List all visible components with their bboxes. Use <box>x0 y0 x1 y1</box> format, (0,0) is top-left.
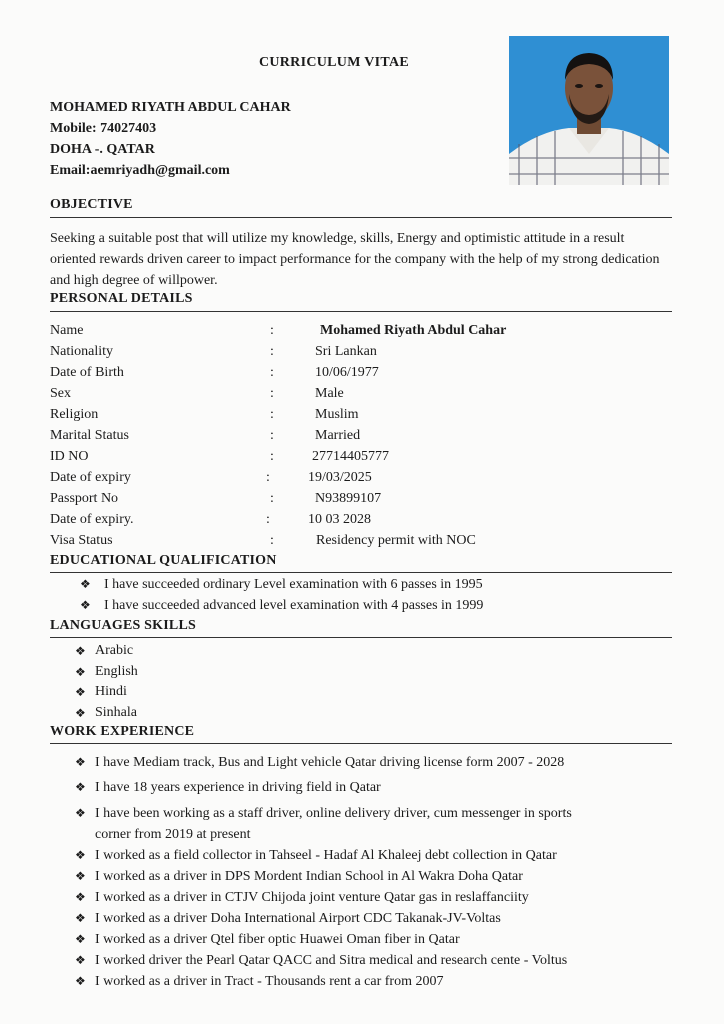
diamond-bullet-icon: ❖ <box>75 705 86 720</box>
detail-label: Marital Status <box>50 428 129 443</box>
detail-label: Nationality <box>50 344 113 359</box>
diamond-bullet-icon: ❖ <box>75 644 86 658</box>
detail-label: Date of Birth <box>50 365 124 380</box>
diamond-bullet-icon: ❖ <box>75 932 86 946</box>
diamond-bullet-icon: ❖ <box>75 755 86 769</box>
list-item: ❖ I worked driver the Pearl Qatar QACC and Sitra medical and research cente - Voltus <box>75 950 650 971</box>
detail-label: Name <box>50 323 84 338</box>
diamond-bullet-icon: ❖ <box>75 911 86 925</box>
languages-divider <box>50 637 672 638</box>
detail-value: 27714405777 <box>312 449 389 464</box>
detail-separator: : <box>270 344 274 359</box>
diamond-bullet-icon: ❖ <box>75 890 86 904</box>
diamond-bullet-icon: ❖ <box>80 577 91 591</box>
diamond-bullet-icon: ❖ <box>75 664 86 679</box>
detail-separator: : <box>270 533 274 548</box>
objective-heading: OBJECTIVE <box>50 197 133 212</box>
list-item: ❖ Arabic <box>75 641 138 662</box>
diamond-bullet-icon: ❖ <box>75 869 86 883</box>
diamond-bullet-icon: ❖ <box>75 806 86 820</box>
contact-block <box>50 97 291 181</box>
detail-separator: : <box>270 323 274 338</box>
diamond-bullet-icon: ❖ <box>75 780 86 794</box>
list-item: ❖ Hindi <box>75 682 138 703</box>
diamond-bullet-icon: ❖ <box>80 598 91 612</box>
detail-label: ID NO <box>50 449 89 464</box>
detail-value: 10/06/1977 <box>315 365 379 380</box>
diamond-bullet-icon: ❖ <box>75 974 86 988</box>
detail-separator: : <box>270 365 274 380</box>
detail-separator: : <box>270 428 274 443</box>
detail-value: Muslim <box>315 407 359 422</box>
detail-label: Date of expiry. <box>50 512 134 527</box>
list-item: ❖ I have succeeded advanced level examination with 4 passes in 1999 <box>80 595 483 616</box>
detail-label: Date of expiry <box>50 470 131 485</box>
detail-value: Sri Lankan <box>315 344 377 359</box>
detail-label: Sex <box>50 386 71 401</box>
list-item: ❖ I have succeeded ordinary Level examination with 6 passes in 1995 <box>80 574 483 595</box>
detail-separator: : <box>266 512 270 527</box>
education-divider <box>50 572 672 573</box>
detail-value: 19/03/2025 <box>308 470 372 485</box>
personal-details-table <box>50 321 670 546</box>
detail-label: Visa Status <box>50 533 113 548</box>
detail-value: Mohamed Riyath Abdul Cahar <box>320 323 507 338</box>
portrait-image <box>509 36 669 185</box>
work-experience-list <box>75 752 650 992</box>
list-item: ❖ I have been working as a staff driver, online delivery driver, cum messenger in sports corner from 2019 at present <box>75 803 605 845</box>
personal-details-heading: PERSONAL DETAILS <box>50 291 193 306</box>
detail-label: Religion <box>50 407 99 422</box>
education-heading: EDUCATIONAL QUALIFICATION <box>50 553 277 568</box>
work-experience-divider <box>50 743 672 744</box>
list-item: ❖ I worked as a driver in Tract - Thousands rent a car from 2007 <box>75 971 650 992</box>
languages-heading: LANGUAGES SKILLS <box>50 618 196 633</box>
mobile-number: Mobile: 74027403 <box>50 121 157 136</box>
list-item: ❖ I worked as a driver Doha International Airport CDC Takanak-JV-Voltas <box>75 908 650 929</box>
diamond-bullet-icon: ❖ <box>75 685 86 699</box>
list-item: ❖ I have Mediam track, Bus and Light vehicle Qatar driving license form 2007 - 2028 <box>75 752 650 773</box>
profile-photo <box>509 36 669 185</box>
list-item: ❖ English <box>75 662 138 683</box>
objective-divider <box>50 217 672 218</box>
languages-list <box>75 641 138 723</box>
detail-value: 10 03 2028 <box>308 512 371 527</box>
list-item: ❖ I worked as a driver Qtel fiber optic Huawei Oman fiber in Qatar <box>75 929 650 950</box>
education-list <box>80 574 483 616</box>
document-title: CURRICULUM VITAE <box>258 55 410 70</box>
objective-text: Seeking a suitable post that will utilize my knowledge, skills, Energy and optimistic attitude in a result oriented rewards driven career to impact performance for the company with the help of my strong dedication and high degree of willpower. <box>50 231 660 288</box>
location: DOHA -. QATAR <box>50 142 155 157</box>
diamond-bullet-icon: ❖ <box>75 953 86 967</box>
work-experience-heading: WORK EXPERIENCE <box>50 724 195 739</box>
detail-separator: : <box>270 386 274 401</box>
detail-separator: : <box>266 470 270 485</box>
list-item: ❖ I worked as a driver in DPS Mordent Indian School in Al Wakra Doha Qatar <box>75 866 650 887</box>
list-item: ❖ I have 18 years experience in driving field in Qatar <box>75 777 650 798</box>
detail-separator: : <box>270 407 274 422</box>
candidate-name: MOHAMED RIYATH ABDUL CAHAR <box>50 100 291 115</box>
email: Email:aemriyadh@gmail.com <box>50 163 230 178</box>
detail-separator: : <box>270 449 274 464</box>
personal-details-divider <box>50 311 672 312</box>
detail-value: N93899107 <box>315 491 382 506</box>
detail-value: Male <box>315 386 344 401</box>
list-item: ❖ Sinhala <box>75 703 138 724</box>
detail-value: Residency permit with NOC <box>316 533 476 548</box>
list-item: ❖ I worked as a field collector in Tahseel - Hadaf Al Khaleej debt collection in Qatar <box>75 845 650 866</box>
list-item: ❖ I worked as a driver in CTJV Chijoda joint venture Qatar gas in reslaffanciity <box>75 887 650 908</box>
detail-separator: : <box>270 491 274 506</box>
diamond-bullet-icon: ❖ <box>75 848 86 862</box>
detail-value: Married <box>315 428 361 443</box>
detail-label: Passport No <box>50 491 119 506</box>
